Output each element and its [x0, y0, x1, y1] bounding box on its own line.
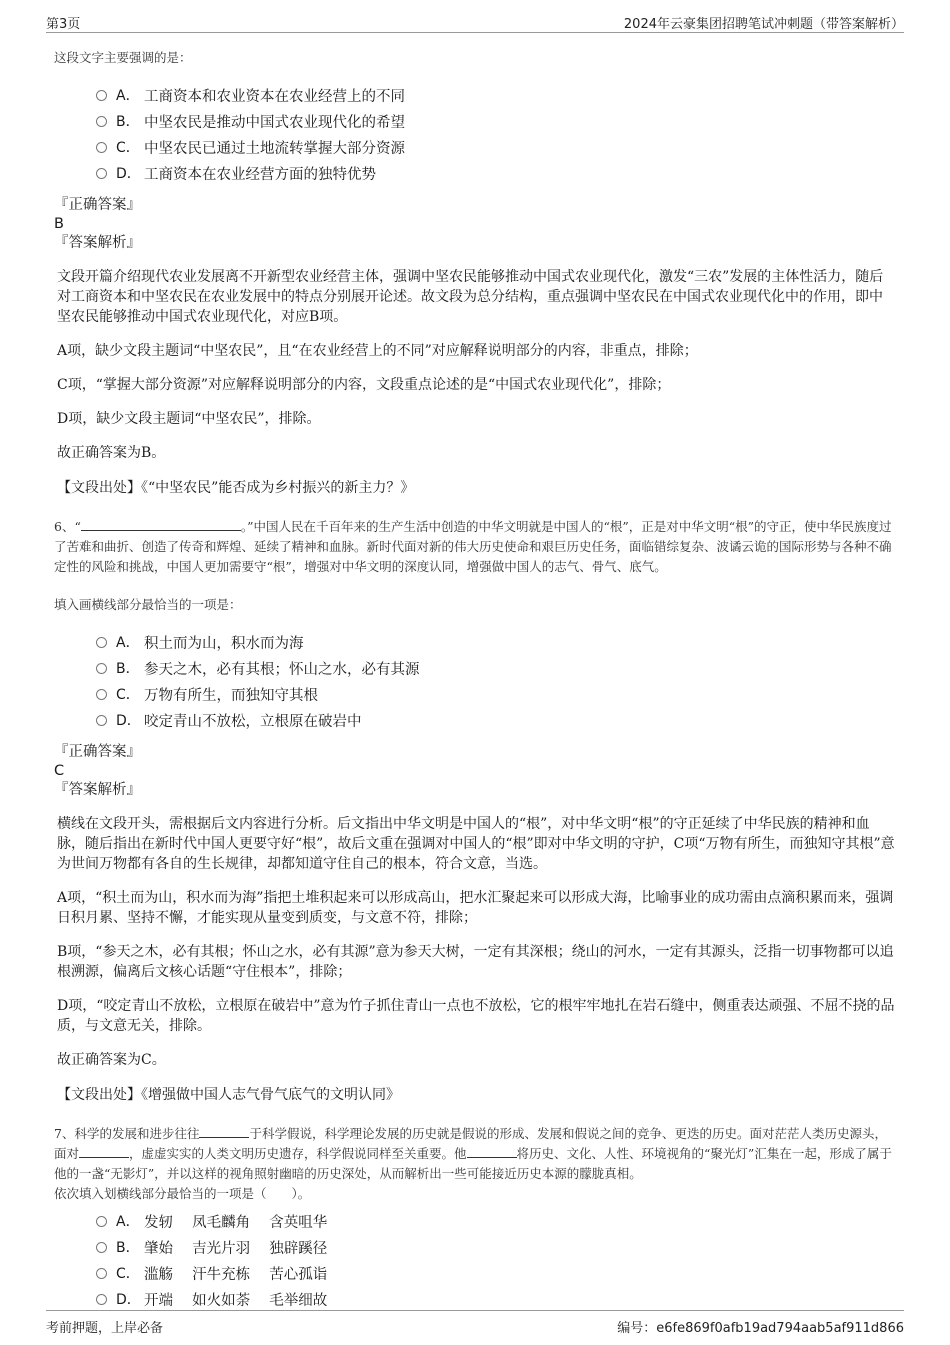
option-c[interactable]: C． 中坚农民已通过土地流转掌握大部分资源 [96, 134, 896, 160]
correct-answer: B [54, 216, 64, 232]
analysis-paragraph: 故正确答案为B。 [57, 445, 166, 461]
analysis-paragraph: 文段开篇介绍现代农业发展离不开新型农业经营主体，强调中坚农民能够推动中国式农业现代化，激发“三农”发展的主体性活力，随后对工商资本和中坚农民在农业发展中的特点分别展开论述。故文段为总分结构，重点强调中坚农民在中国式农业现代化中的作用，即中坚农民能够推动中国式农业现代化，对应B项。 [57, 269, 884, 325]
page-footer [46, 1310, 904, 1335]
option-a[interactable]: A． 发轫 凤毛麟角 含英咀华 [96, 1208, 896, 1234]
option-c[interactable]: C． 滥觞 汗牛充栋 苦心孤诣 [96, 1260, 896, 1286]
option-a[interactable]: A． 积土而为山，积水而为海 [96, 629, 896, 655]
question-prompt: 这段文字主要强调的是： [54, 50, 192, 65]
option-list [96, 1208, 896, 1312]
option-c[interactable]: C． 万物有所生，而独知守其根 [96, 681, 896, 707]
document-serial: 编号：e6fe869f0afb19ad794aab5af911d866 [617, 1321, 904, 1336]
radio-button[interactable] [96, 90, 107, 101]
answer-label: 『正确答案』 [54, 197, 141, 213]
radio-button[interactable] [96, 116, 107, 127]
page-header [46, 10, 904, 33]
answer-label: 『正确答案』 [54, 744, 141, 760]
option-list [96, 629, 896, 733]
radio-button[interactable] [96, 1294, 107, 1305]
analysis-paragraph: B项，“参天之木，必有其根；怀山之水，必有其源”意为参天大树，一定有其深根；绕山的河水，一定有其源头，泛指一切事物都可以追根溯源，偏离后文核心话题“守住根本”，排除； [57, 944, 894, 980]
analysis-paragraph: 故正确答案为C。 [57, 1052, 166, 1068]
radio-button[interactable] [96, 689, 107, 700]
analysis-paragraph: C项，“掌握大部分资源”对应解释说明部分的内容，文段重点论述的是“中国式农业现代化”，排除； [57, 377, 671, 393]
analysis-paragraph: A项，“积土而为山，积水而为海”指把土堆积起来可以形成高山，把水汇聚起来可以形成大海，比喻事业的成功需由点滴积累而来，强调日积月累、坚持不懈，才能实现从量变到质变，与文意不符，排除； [57, 890, 894, 926]
source-citation: 【文段出处】《“中坚农民”能否成为乡村振兴的新主力？》 [57, 480, 415, 496]
radio-button[interactable] [96, 168, 107, 179]
analysis-label: 『答案解析』 [54, 235, 141, 251]
radio-button[interactable] [96, 637, 107, 648]
option-a[interactable]: A． 工商资本和农业资本在农业经营上的不同 [96, 82, 896, 108]
option-d[interactable]: D． 工商资本在农业经营方面的独特优势 [96, 160, 896, 186]
analysis-paragraph: D项，缺少文段主题词“中坚农民”，排除。 [57, 411, 321, 427]
option-list [96, 82, 896, 186]
question-6 [54, 517, 896, 1104]
question-prompt: 填入画横线部分最恰当的一项是： [54, 597, 242, 612]
question-stem: 6、“ 。”中国人民在千百年来的生产生活中创造的中华文明就是中国人的“根”，正是对中华文明“根”的守正，使中华民族度过了苦难和曲折、创造了传奇和辉煌、延续了精神和血脉。新时代面对新的伟大历史使命和艰巨历史任务，面临错综复杂、波谲云诡的国际形势与各种不确定性的风险和挑战，中国人更加需要守“根”，增强对中华文明的深度认同，增强做中国人的志气、骨气、底气。 [54, 519, 892, 574]
fill-blank [467, 1145, 517, 1158]
page-number: 第3页 [46, 17, 81, 32]
fill-blank [81, 518, 241, 531]
analysis-paragraph: 横线在文段开头，需根据后文内容进行分析。后文指出中华文明是中国人的“根”，对中华文明“根”的守正延续了中华民族的精神和血脉，随后指出在新时代中国人更要守好“根”，故后文重在强调对中国人的“根”即对中华文明的守护，C项“万物有所生，而独知守其根”意为世间万物都有各自的生长规律，却都知道守住自己的根本，符合文意，当选。 [57, 816, 895, 872]
option-d[interactable]: D． 开端 如火如荼 毛举细故 [96, 1286, 896, 1312]
analysis-paragraph: A项，缺少文段主题词“中坚农民”，且“在农业经营上的不同”对应解释说明部分的内容，非重点，排除； [57, 343, 698, 359]
fill-blank [199, 1125, 249, 1138]
question-5 [54, 48, 896, 497]
question-stem: 7、科学的发展和进步往往 于科学假说，科学理论发展的历史就是假说的形成、发展和假说之间的竞争、更迭的历史。面对茫茫人类历史源头，面对 ，虚虚实实的人类文明历史遗存，科学假说同样至关重要。他 将历史、文化、人性、环境视角的“聚光灯”汇集在一起，形成了属于他的一盏“无影灯”，并以这样的视角照射幽暗的历史深处，从而解析出一些可能接近历史本源的朦胧真相。 [54, 1126, 892, 1181]
option-b[interactable]: B． 肇始 吉光片羽 独辟蹊径 [96, 1234, 896, 1260]
correct-answer: C [54, 763, 65, 779]
radio-button[interactable] [96, 1242, 107, 1253]
radio-button[interactable] [96, 1268, 107, 1279]
analysis-label: 『答案解析』 [54, 782, 141, 798]
option-d[interactable]: D． 咬定青山不放松，立根原在破岩中 [96, 707, 896, 733]
radio-button[interactable] [96, 142, 107, 153]
source-citation: 【文段出处】《增强做中国人志气骨气底气的文明认同》 [57, 1087, 400, 1103]
footer-slogan: 考前押题，上岸必备 [46, 1321, 164, 1336]
option-b[interactable]: B． 参天之木，必有其根；怀山之水，必有其源 [96, 655, 896, 681]
page-content [54, 48, 896, 1322]
radio-button[interactable] [96, 715, 107, 726]
question-prompt: 依次填入划横线部分最恰当的一项是（ ）。 [54, 1186, 311, 1201]
question-7 [54, 1124, 896, 1312]
analysis-paragraph: D项，“咬定青山不放松，立根原在破岩中”意为竹子抓住青山一点也不放松，它的根牢牢地扎在岩石缝中，侧重表达顽强、不屈不挠的品质，与文意无关，排除。 [57, 998, 895, 1034]
radio-button[interactable] [96, 663, 107, 674]
fill-blank [79, 1145, 129, 1158]
radio-button[interactable] [96, 1216, 107, 1227]
option-b[interactable]: B． 中坚农民是推动中国式农业现代化的希望 [96, 108, 896, 134]
document-title: 2024年云豪集团招聘笔试冲刺题（带答案解析） [623, 17, 904, 32]
